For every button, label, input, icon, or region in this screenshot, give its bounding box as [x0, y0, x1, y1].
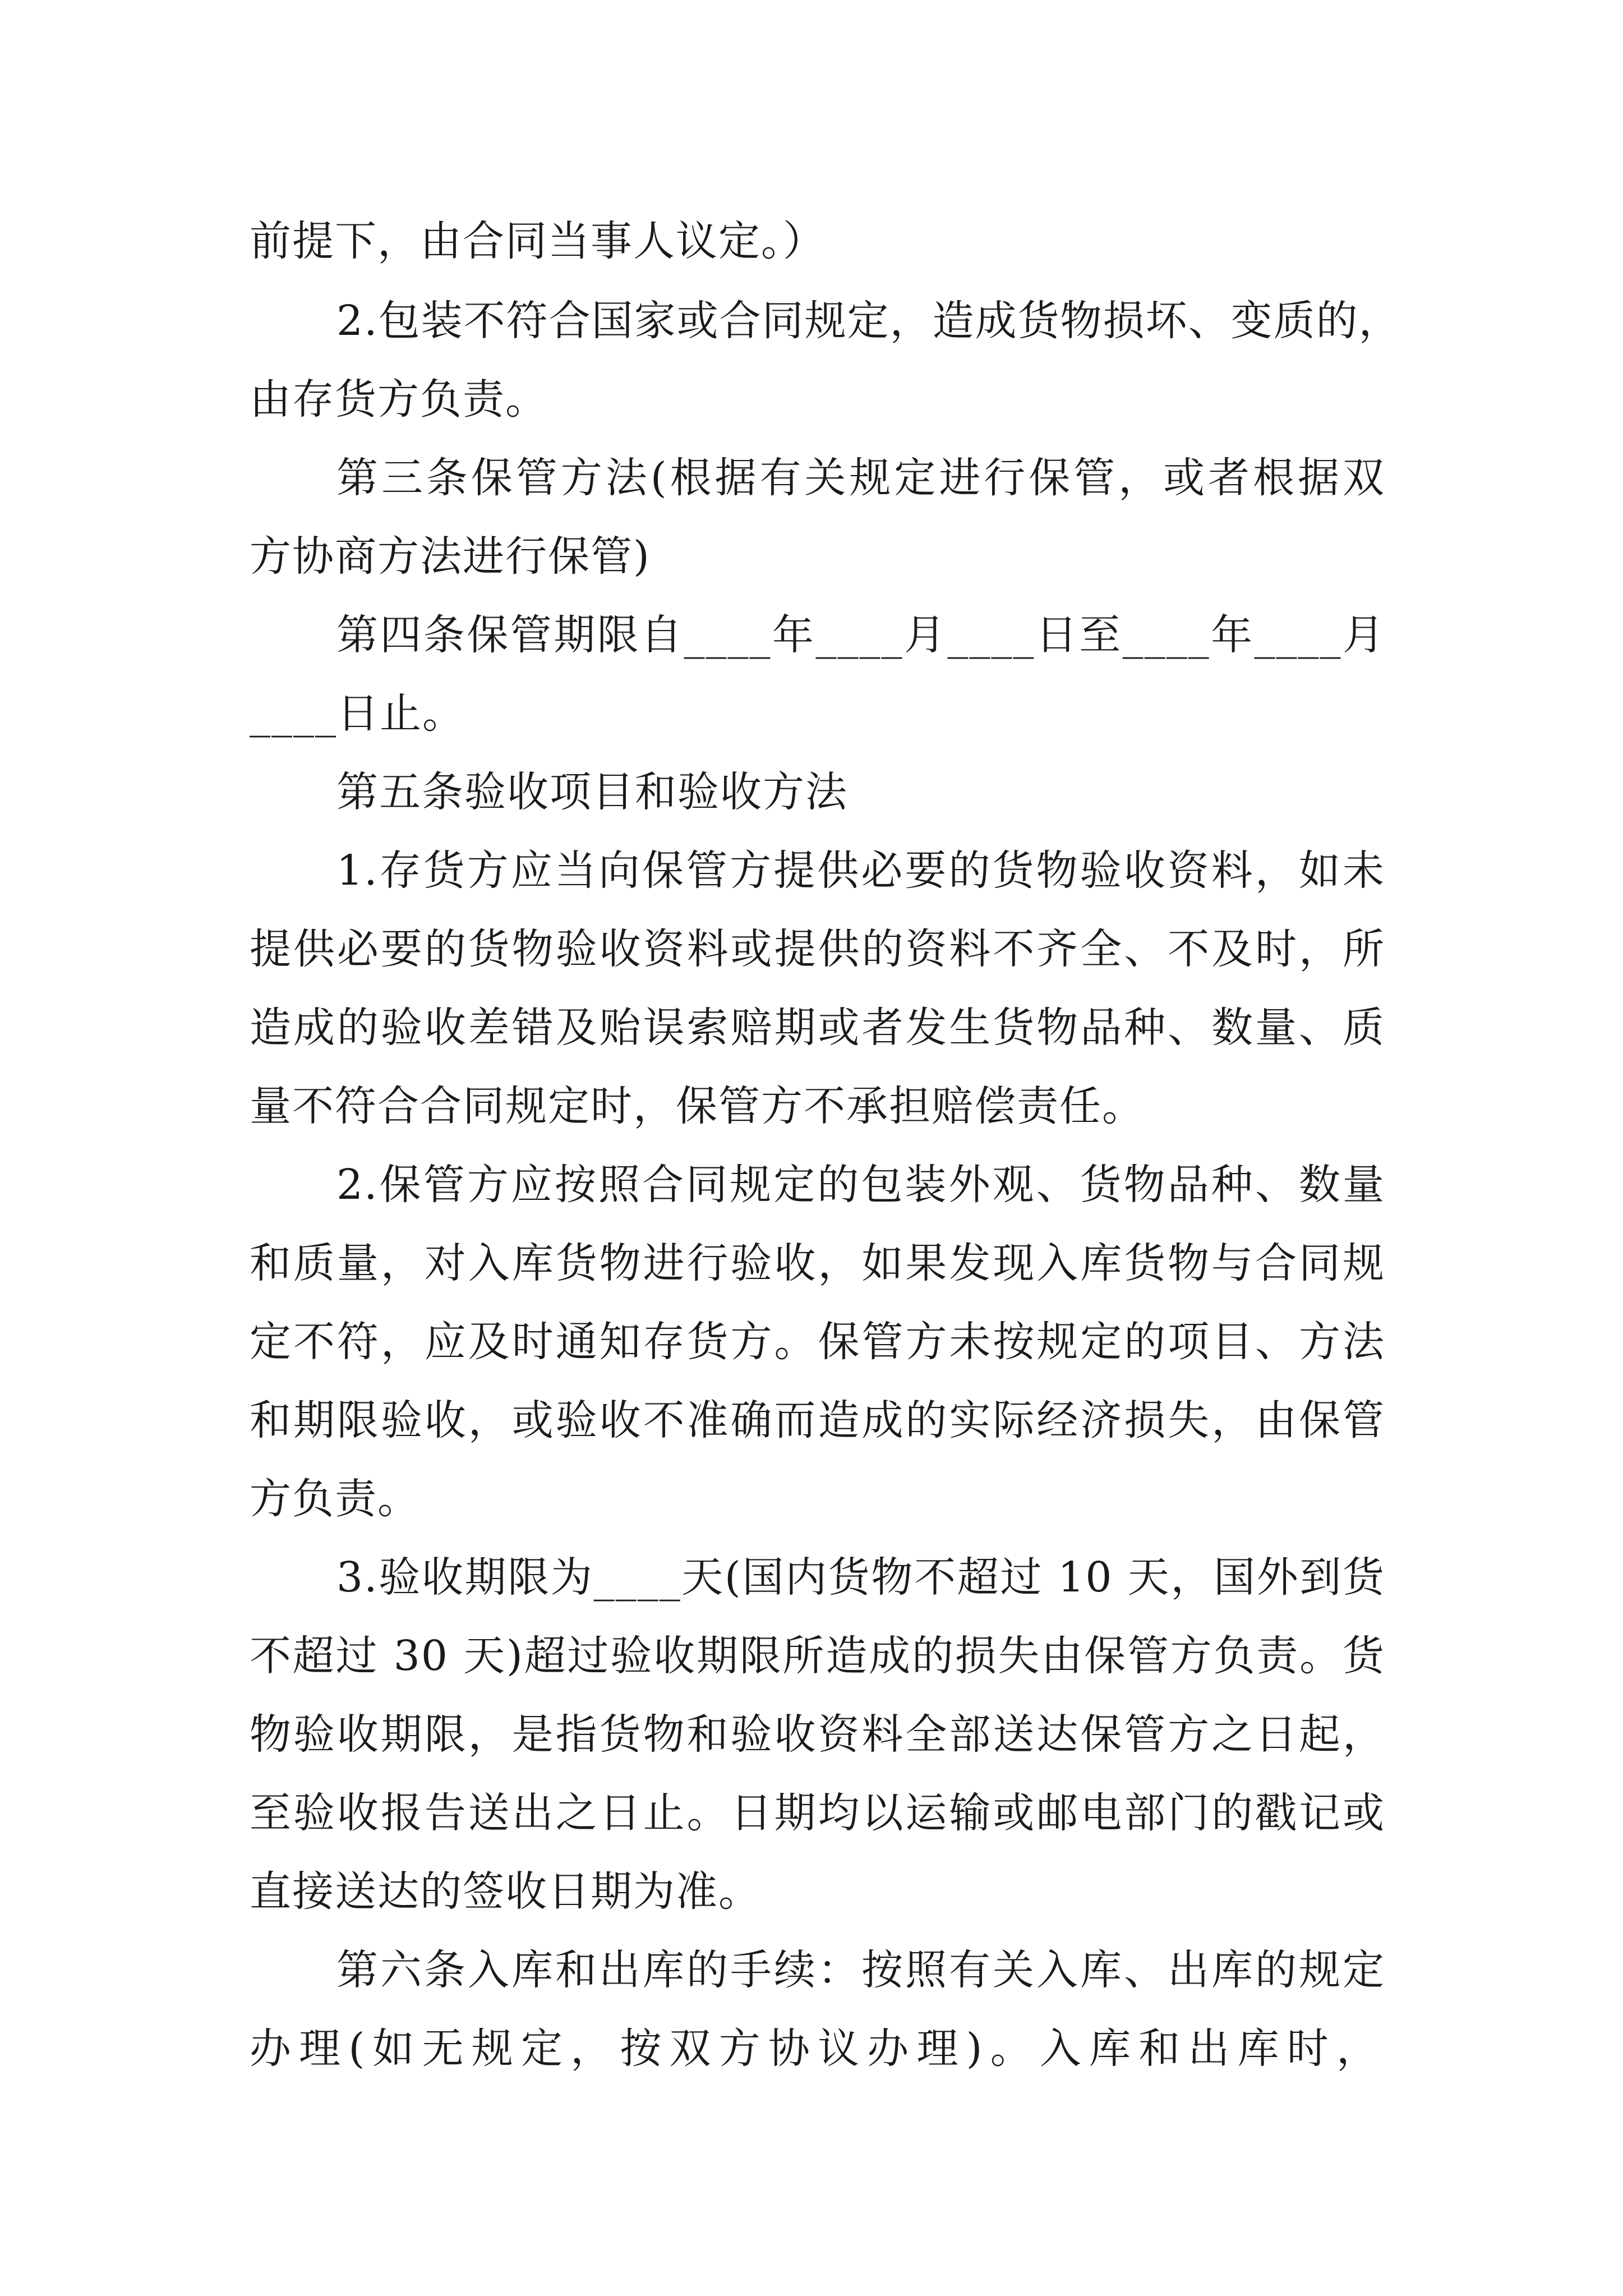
text-line: 至验收报告送出之日止。日期均以运输或邮电部门的戳记或: [250, 1789, 1385, 1837]
text-line: 办理(如无规定，按双方协议办理)。入库和出库时，: [250, 2024, 1385, 2073]
text-line: 1.存货方应当向保管方提供必要的货物验收资料，如未: [336, 846, 1385, 895]
text-line: 不超过 30 天)超过验收期限所造成的损失由保管方负责。货: [250, 1632, 1385, 1680]
text-line: 和质量，对入库货物进行验收，如果发现入库货物与合同规: [250, 1239, 1385, 1287]
text-line: 3.验收期限为____天(国内货物不超过 10 天，国外到货: [336, 1553, 1385, 1602]
text-line: 2.包装不符合国家或合同规定，造成货物损坏、变质的，: [336, 297, 1401, 345]
text-line: 造成的验收差错及贻误索赔期或者发生货物品种、数量、质: [250, 1004, 1385, 1052]
text-line: 前提下，由合同当事人议定。）: [250, 217, 826, 265]
text-line: 物验收期限，是指货物和验收资料全部送达保管方之日起，: [250, 1710, 1385, 1759]
text-line: 和期限验收，或验收不准确而造成的实际经济损失，由保管: [250, 1396, 1385, 1444]
text-line: ____日止。: [250, 689, 465, 738]
text-line: 由存货方负责。: [250, 375, 548, 424]
section-heading: 第五条验收项目和验收方法: [336, 768, 848, 816]
text-line: 方负责。: [250, 1475, 420, 1523]
text-line: 提供必要的货物验收资料或提供的资料不齐全、不及时，所: [250, 925, 1385, 973]
text-line: 第四条保管期限自____年____月____日至____年____月: [336, 611, 1385, 659]
text-line: 2.保管方应按照合同规定的包装外观、货物品种、数量: [336, 1161, 1385, 1209]
text-line: 量不符合合同规定时，保管方不承担赔偿责任。: [250, 1082, 1145, 1130]
text-line: 定不符，应及时通知存货方。保管方未按规定的项目、方法: [250, 1318, 1385, 1366]
text-line: 直接送达的签收日期为准。: [250, 1867, 761, 1916]
text-line: 方协商方法进行保管): [250, 532, 651, 581]
text-line: 第六条入库和出库的手续：按照有关入库、出库的规定: [336, 1946, 1385, 1994]
text-line: 第三条保管方法(根据有关规定进行保管，或者根据双: [336, 454, 1385, 502]
